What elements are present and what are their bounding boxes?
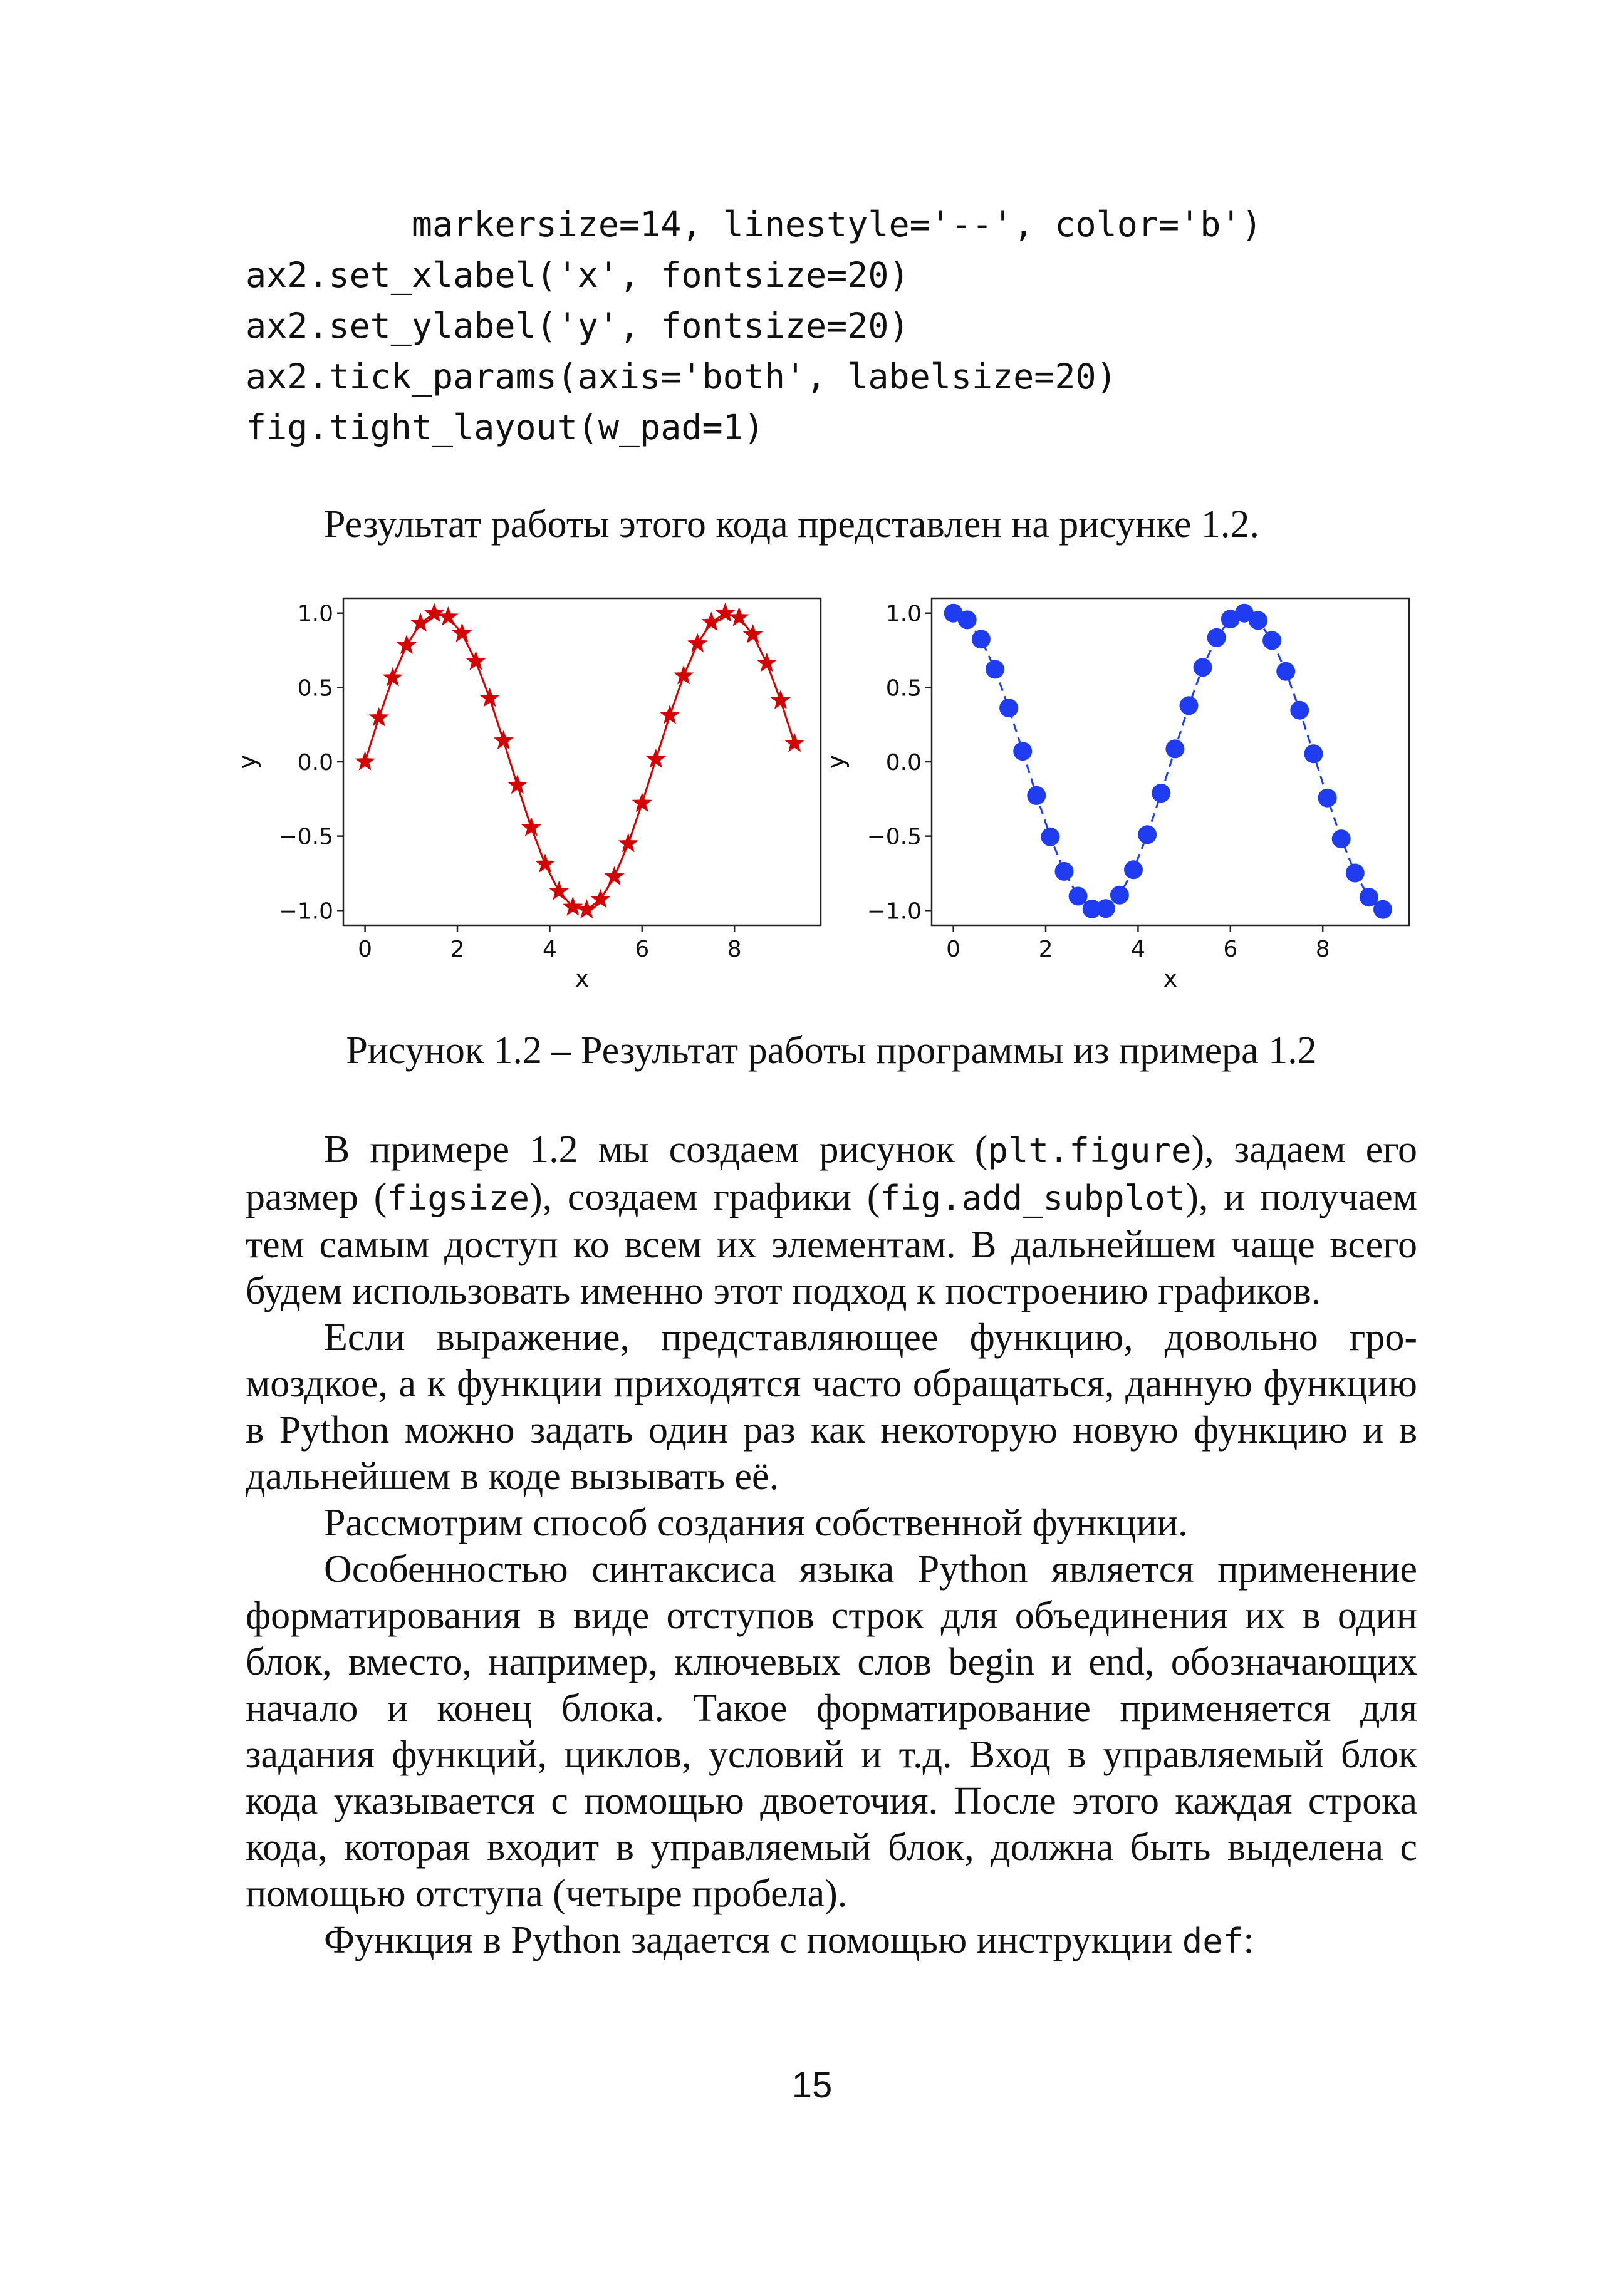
plot-frame [343, 598, 821, 925]
data-point [494, 730, 514, 750]
data-point [674, 665, 694, 685]
data-point [355, 751, 375, 771]
data-point [438, 606, 458, 626]
inline-code: plt.figure [987, 1131, 1192, 1170]
code-line: ax2.set_xlabel('x', fontsize=20) [246, 255, 910, 295]
data-point [1373, 900, 1392, 919]
data-point [1346, 864, 1365, 883]
text-run: ), создаем графики ( [529, 1176, 880, 1218]
inline-code: figsize [387, 1178, 529, 1218]
data-point [660, 705, 680, 724]
series-line [365, 613, 794, 910]
y-tick-label: −0.5 [867, 824, 922, 850]
data-point [479, 688, 499, 707]
data-point [1013, 742, 1032, 761]
x-tick-label: 2 [1038, 937, 1053, 962]
figure-svg [234, 583, 1466, 992]
code-line: markersize=14, linestyle='--', color='b') [246, 204, 1262, 244]
data-point [1138, 825, 1157, 844]
y-axis-label: y [234, 754, 261, 769]
data-point [687, 633, 707, 653]
data-point [1027, 786, 1046, 805]
data-point [1165, 739, 1184, 758]
data-point [1332, 829, 1351, 848]
data-point [1249, 611, 1267, 630]
text-run: Если выражение, представляющее функцию, довольно громоздкое, а к функции приходятся часто обращаться, данную функцию в Python можно задать один раз как некоторую новую функцию и в дальнейшем в коде вызывать её. [246, 1316, 1417, 1498]
x-axis-label: x [1163, 965, 1178, 992]
chart-1 [234, 598, 821, 992]
y-tick-label: 0.0 [297, 750, 333, 776]
data-point [771, 690, 791, 709]
data-point [1041, 828, 1059, 846]
data-point [1110, 886, 1129, 905]
body-paragraph [246, 1314, 1417, 1500]
text-run: : [1243, 1919, 1254, 1961]
y-tick-label: 1.0 [297, 601, 333, 627]
data-point [549, 881, 569, 900]
data-point [397, 635, 417, 654]
y-tick-label: 1.0 [885, 601, 922, 627]
figure-caption: Рисунок 1.2 – Результат работы программы из примера 1.2 [346, 1029, 1317, 1072]
x-tick-label: 6 [635, 937, 650, 962]
body-paragraph [246, 1546, 1417, 1917]
y-tick-label: −1.0 [278, 898, 333, 925]
data-point [410, 613, 430, 632]
data-point [1207, 628, 1226, 647]
text-run: Рассмотрим способ создания собственной функции. [324, 1502, 1188, 1544]
page-number: 15 [791, 2065, 833, 2106]
y-tick-label: −0.5 [278, 824, 333, 850]
data-point [986, 660, 1004, 678]
data-point [521, 817, 541, 836]
data-point [1152, 784, 1170, 803]
data-point [383, 667, 403, 687]
y-tick-label: 0.0 [885, 750, 922, 776]
text-run: В примере 1.2 мы создаем рисунок ( [324, 1128, 988, 1171]
body-paragraph [246, 1500, 1417, 1546]
data-point [1194, 658, 1212, 677]
x-tick-label: 6 [1223, 937, 1238, 962]
chart-2 [822, 598, 1409, 992]
data-point [972, 630, 991, 648]
data-point [729, 607, 749, 626]
data-point [535, 853, 555, 873]
x-tick-label: 0 [946, 937, 961, 962]
code-line: ax2.tick_params(axis='both', labelsize=20) [246, 356, 1117, 397]
data-point [1276, 662, 1295, 681]
text-run: ), задаем его размер ( [246, 1128, 1417, 1218]
data-point [1290, 701, 1309, 720]
x-tick-label: 0 [358, 937, 373, 962]
data-point [1069, 887, 1088, 906]
x-tick-label: 4 [1130, 937, 1145, 962]
data-point [1318, 789, 1337, 808]
inline-code: fig.add_subplot [880, 1178, 1186, 1218]
data-point [1304, 744, 1323, 763]
x-tick-label: 8 [1315, 937, 1330, 962]
intro-sentence: Результат работы этого кода представлен на рисунке 1.2. [324, 503, 1259, 546]
data-point [604, 866, 624, 885]
data-point [632, 792, 652, 812]
data-point [784, 733, 804, 752]
data-point [1262, 631, 1281, 650]
x-tick-label: 8 [727, 937, 742, 962]
data-point [999, 699, 1018, 717]
body-paragraph [246, 1126, 1417, 1314]
data-point [1124, 860, 1143, 879]
x-tick-label: 4 [542, 937, 557, 962]
figure-1-2 [234, 583, 1466, 992]
data-point [1180, 696, 1199, 715]
data-point [1055, 862, 1074, 881]
y-tick-label: 0.5 [885, 675, 922, 702]
text-run: ), и получаем тем самым доступ ко всем их элементам. В дальнейшем чаще всего будем использовать именно этот подход к построению графиков. [246, 1176, 1417, 1312]
data-point [701, 611, 721, 631]
data-point [466, 651, 486, 670]
body-text [246, 1126, 1417, 1965]
y-axis-label: y [822, 754, 850, 769]
y-tick-label: 0.5 [297, 675, 333, 702]
data-point [576, 899, 596, 918]
data-point [958, 610, 977, 629]
data-point [618, 833, 638, 853]
inline-code: def [1182, 1921, 1244, 1961]
data-point [646, 749, 666, 768]
x-axis-label: x [575, 965, 590, 992]
data-point [508, 775, 528, 794]
code-listing [246, 199, 1436, 453]
x-tick-label: 2 [450, 937, 465, 962]
text-run: Функция в Python задается с помощью инструкции [324, 1919, 1182, 1961]
data-point [1096, 899, 1115, 918]
data-point [369, 707, 389, 727]
code-line: ax2.set_ylabel('y', fontsize=20) [246, 306, 910, 346]
data-point [757, 653, 777, 672]
body-paragraph [246, 1917, 1417, 1965]
y-tick-label: −1.0 [867, 898, 922, 925]
text-run: Особенностью синтаксиса языка Python является применение форматирования в виде отступов строк для объединения их в один блок, вместо, например, ключевых слов begin и end, обозначающих начало и конец блока. Такое форматирование применяется для задания функций, циклов, условий и т.д. Вход в управляемый блок кода указывается с помощью двоеточия. После этого каждая строка кода, которая входит в управляемый блок, должна быть выделена с помощью отступа (четыре пробела). [246, 1548, 1417, 1915]
code-line: fig.tight_layout(w_pad=1) [246, 407, 764, 447]
